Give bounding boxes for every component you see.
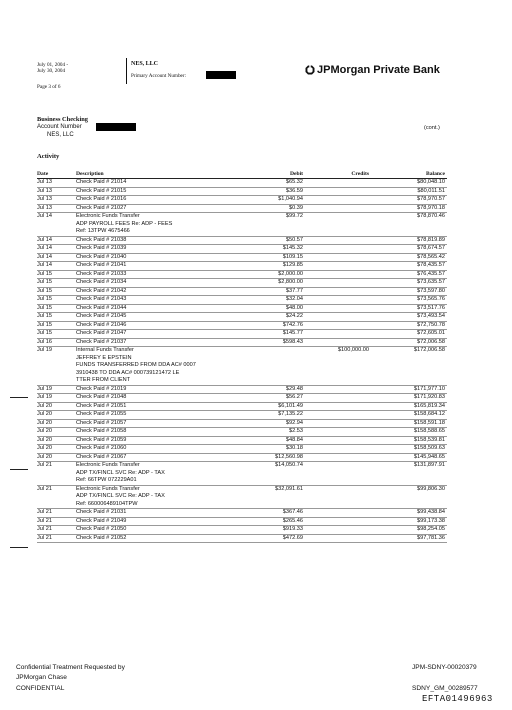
cell-balance: $78,970.18 (417, 204, 445, 211)
col-description: Description (76, 171, 104, 177)
cell-date: Jul 20 (37, 411, 52, 417)
cell-date: Jul 21 (37, 509, 52, 515)
table-row (37, 245, 447, 254)
cell-date: Jul 15 (37, 287, 52, 294)
cell-balance: $99,806.30 (417, 485, 445, 492)
continued-label: (cont.) (424, 125, 440, 131)
cell-debit: $145.77 (282, 330, 303, 336)
bates-number: EFTA01496963 (422, 694, 493, 704)
col-credits: Credits (351, 171, 369, 177)
cell-balance: $158,591.18 (413, 419, 445, 426)
cell-debit: $56.27 (285, 394, 303, 400)
cell-date: Jul 14 (37, 262, 52, 268)
table-row (37, 518, 447, 527)
cell-debit: $742.76 (282, 321, 303, 328)
cell-description: Ref: 13TPW 4675466 (76, 228, 130, 234)
table-row (37, 370, 447, 378)
cell-description: Check Paid # 21047 (76, 330, 127, 336)
cell-balance: $165,819.34 (413, 402, 445, 409)
table-row (37, 213, 447, 221)
octagon-logo-icon (305, 65, 315, 75)
cell-debit: $32,091.61 (275, 485, 303, 492)
cell-balance: $72,006.58 (417, 338, 445, 345)
footer-confidential: CONFIDENTIAL (16, 685, 65, 692)
table-row (37, 437, 447, 446)
cell-date: Jul 19 (37, 394, 52, 400)
cell-balance: $158,539.81 (413, 436, 445, 443)
cell-debit: $14,050.74 (275, 462, 303, 468)
cell-balance: $97,781.36 (417, 534, 445, 541)
cell-date: Jul 20 (37, 453, 52, 460)
cell-description: Check Paid # 21041 (76, 262, 127, 268)
statement-period (37, 62, 127, 74)
cell-balance: $76,435.57 (417, 270, 445, 277)
cell-debit: $29.48 (285, 385, 303, 392)
cell-description: Electronic Funds Transfer (76, 462, 140, 468)
cell-date: Jul 13 (37, 204, 52, 211)
cell-balance: $73,565.76 (417, 296, 445, 302)
cell-description: Check Paid # 21060 (76, 445, 127, 451)
cell-description: Check Paid # 21040 (76, 253, 127, 260)
cell-debit: $48.84 (285, 436, 303, 443)
cell-description: Check Paid # 21055 (76, 411, 127, 417)
cell-debit: $37.77 (285, 287, 303, 294)
footer-confidential-request: Confidential Treatment Requested by (16, 664, 125, 671)
table-row (37, 420, 447, 429)
footer-company: JPMorgan Chase (16, 674, 67, 681)
cell-description: ADP TX/FINCL SVC Re: ADP - TAX (76, 493, 165, 499)
cell-description: Check Paid # 21037 (76, 338, 127, 345)
cell-date: Jul 15 (37, 279, 52, 285)
table-row (37, 179, 447, 188)
bates-number: SDNY_GM_00289577 (412, 685, 478, 692)
cell-debit: $145.32 (282, 245, 303, 251)
table-row (37, 339, 447, 348)
table-row (37, 526, 447, 535)
cell-description: Check Paid # 21057 (76, 419, 127, 426)
cell-date: Jul 15 (37, 313, 52, 319)
table-row (37, 394, 447, 403)
cell-date: Jul 14 (37, 213, 52, 219)
cell-description: Check Paid # 21014 (76, 179, 127, 185)
cell-date: Jul 14 (37, 253, 52, 260)
cell-debit: $129.85 (282, 262, 303, 268)
margin-mark (10, 547, 28, 548)
cell-debit: $0.39 (289, 204, 303, 211)
cell-date: Jul 20 (37, 402, 52, 409)
cell-debit: $2,800.00 (278, 279, 303, 285)
cell-debit: $92.94 (285, 419, 303, 426)
cell-debit: $24.22 (285, 313, 303, 319)
cell-balance: $78,819.89 (417, 236, 445, 243)
bank-name: JPMorgan Private Bank (317, 64, 440, 76)
cell-description: Electronic Funds Transfer (76, 213, 140, 219)
cell-debit: $99.72 (285, 213, 303, 219)
cell-balance: $131,897.91 (413, 462, 445, 468)
cell-date: Jul 21 (37, 534, 52, 541)
cell-date: Jul 20 (37, 428, 52, 434)
table-row (37, 403, 447, 412)
cell-debit: $472.69 (282, 534, 303, 541)
table-row (37, 493, 447, 501)
col-date: Date (37, 171, 49, 177)
cell-balance: $78,435.57 (417, 262, 445, 268)
cell-description: Check Paid # 21045 (76, 313, 127, 319)
cell-description: Check Paid # 21059 (76, 436, 127, 443)
table-row (37, 205, 447, 214)
table-row (37, 462, 447, 470)
table-row (37, 501, 447, 510)
cell-description: Check Paid # 21048 (76, 394, 127, 400)
table-row (37, 535, 447, 544)
cell-description: Check Paid # 21044 (76, 304, 127, 311)
cell-debit: $2.53 (289, 428, 303, 434)
activity-heading: Activity (37, 153, 60, 160)
cell-description: Check Paid # 21042 (76, 287, 127, 294)
cell-date: Jul 15 (37, 296, 52, 302)
primary-account-label: Primary Account Number: (131, 73, 187, 79)
account-number-label: Account Number (37, 124, 82, 130)
table-row (37, 355, 447, 363)
cell-balance: $171,920.83 (413, 394, 445, 400)
cell-description: Ref: 66TPW 072229A01 (76, 477, 137, 483)
cell-balance: $172,006.58 (413, 347, 445, 353)
cell-date: Jul 15 (37, 321, 52, 328)
table-row (37, 477, 447, 486)
col-debit: Debit (289, 171, 303, 177)
table-row (37, 486, 447, 494)
cell-date: Jul 20 (37, 419, 52, 426)
cell-date: Jul 21 (37, 485, 52, 492)
cell-debit: $367.46 (282, 509, 303, 515)
cell-date: Jul 20 (37, 445, 52, 451)
cell-date: Jul 20 (37, 436, 52, 443)
table-row (37, 509, 447, 518)
cell-debit: $109.15 (282, 253, 303, 260)
table-row (37, 454, 447, 463)
cell-balance: $80,011.51 (417, 187, 445, 194)
cell-debit: $598.43 (282, 338, 303, 345)
cell-date: Jul 21 (37, 462, 52, 468)
cell-balance: $158,588.65 (413, 428, 445, 434)
cell-date: Jul 21 (37, 517, 52, 524)
cell-balance: $158,509.63 (413, 445, 445, 451)
cell-date: Jul 14 (37, 245, 52, 251)
cell-balance: $78,970.57 (417, 196, 445, 202)
cell-date: Jul 15 (37, 270, 52, 277)
cell-description: Check Paid # 21046 (76, 321, 127, 328)
table-row (37, 279, 447, 288)
redaction-box (96, 123, 136, 131)
cell-description: Electronic Funds Transfer (76, 485, 140, 492)
period-end: July 30, 2004 (37, 68, 66, 74)
cell-description: Check Paid # 21027 (76, 204, 127, 211)
table-row (37, 305, 447, 314)
cell-description: ADP PAYROLL FEES Re: ADP - FEES (76, 220, 173, 227)
cell-balance: $99,438.84 (417, 509, 445, 515)
cell-date: Jul 19 (37, 347, 52, 353)
table-row (37, 347, 447, 355)
cell-balance: $73,635.57 (417, 279, 445, 285)
cell-debit: $6,101.49 (278, 402, 303, 409)
account-holder-name: NES, LLC (47, 132, 74, 138)
bank-logo (305, 64, 440, 76)
cell-debit: $265.46 (282, 517, 303, 524)
cell-description: Check Paid # 21051 (76, 402, 127, 409)
cell-description: Ref: 660006489104TPW (76, 500, 138, 507)
cell-description: FUNDS TRANSFERRED FROM DDA AC# 0007 (76, 362, 196, 368)
cell-date: Jul 19 (37, 385, 52, 392)
table-body (37, 179, 447, 543)
cell-date: Jul 21 (37, 526, 52, 532)
cell-debit: $36.59 (285, 187, 303, 194)
table-row (37, 271, 447, 280)
margin-mark (10, 469, 28, 470)
cell-balance: $73,517.76 (417, 304, 445, 311)
cell-date: Jul 16 (37, 338, 52, 345)
cell-description: Check Paid # 21033 (76, 270, 127, 277)
cell-balance: $73,493.54 (417, 313, 445, 319)
header-divider (126, 58, 127, 84)
cell-date: Jul 14 (37, 236, 52, 243)
page-number: Page 3 of 6 (37, 84, 61, 90)
redaction-box (206, 71, 236, 79)
cell-description: Check Paid # 21052 (76, 534, 127, 541)
cell-description: Check Paid # 21015 (76, 187, 127, 194)
cell-date: Jul 15 (37, 330, 52, 336)
cell-description: JEFFREY E EPSTEIN (76, 354, 132, 361)
period-start: July 01, 2004 - (37, 62, 69, 68)
cell-balance: $72,750.78 (417, 321, 445, 328)
cell-debit: $65.32 (285, 179, 303, 185)
cell-balance: $80,048.10 (417, 179, 445, 185)
table-row (37, 254, 447, 263)
col-balance: Balance (426, 171, 445, 177)
table-row (37, 313, 447, 322)
cell-description: Check Paid # 21050 (76, 526, 127, 532)
cell-balance: $171,977.10 (413, 385, 445, 392)
table-row (37, 262, 447, 271)
cell-date: Jul 13 (37, 196, 52, 202)
cell-balance: $73,597.80 (417, 287, 445, 294)
bates-number: JPM-SDNY-00020379 (412, 664, 477, 671)
cell-balance: $78,565.42 (417, 253, 445, 260)
cell-debit: $50.57 (285, 236, 303, 243)
cell-balance: $158,684.12 (413, 411, 445, 417)
cell-description: Check Paid # 21039 (76, 245, 127, 251)
cell-credit: $100,000.00 (337, 347, 369, 353)
table-row (37, 470, 447, 478)
cell-description: Check Paid # 21058 (76, 428, 127, 434)
cell-description: TTER FROM CLIENT (76, 377, 131, 383)
cell-balance: $98,254.05 (417, 526, 445, 532)
table-row (37, 228, 447, 237)
table-row (37, 237, 447, 246)
cell-debit: $12,560.98 (275, 453, 303, 460)
cell-balance: $145,948.65 (413, 453, 445, 460)
cell-debit: $2,000.00 (278, 270, 303, 277)
cell-description: Check Paid # 21034 (76, 279, 127, 285)
cell-balance: $78,870.46 (417, 213, 445, 219)
table-row (37, 322, 447, 331)
cell-description: Internal Funds Transfer (76, 347, 134, 353)
cell-description: 3910438 TO DDA AC# 000739121472 LE (76, 369, 180, 376)
cell-description: Check Paid # 21019 (76, 385, 127, 392)
table-row (37, 221, 447, 229)
cell-balance: $78,674.57 (417, 245, 445, 251)
table-row (37, 428, 447, 437)
cell-description: Check Paid # 21067 (76, 453, 127, 460)
cell-debit: $7,135.22 (278, 411, 303, 417)
cell-balance: $99,173.38 (417, 517, 445, 524)
table-row (37, 445, 447, 454)
cell-date: Jul 15 (37, 304, 52, 311)
cell-description: Check Paid # 21043 (76, 296, 127, 302)
cell-debit: $30.18 (285, 445, 303, 451)
cell-description: Check Paid # 21031 (76, 509, 127, 515)
margin-mark (10, 397, 28, 398)
cell-description: ADP TX/FINCL SVC Re: ADP - TAX (76, 469, 165, 476)
table-row (37, 188, 447, 197)
table-row (37, 330, 447, 339)
table-row (37, 288, 447, 297)
table-row (37, 296, 447, 305)
activity-table (37, 170, 447, 543)
cell-description: Check Paid # 21016 (76, 196, 127, 202)
table-row (37, 362, 447, 370)
table-header (37, 170, 447, 179)
cell-debit: $32.04 (285, 296, 303, 302)
table-row (37, 386, 447, 395)
cell-description: Check Paid # 21038 (76, 236, 127, 243)
cell-debit: $48.00 (285, 304, 303, 311)
section-title: Business Checking (37, 116, 88, 123)
table-row (37, 196, 447, 205)
company-name: NES, LLC (131, 61, 159, 67)
table-row (37, 411, 447, 420)
cell-balance: $72,605.01 (417, 330, 445, 336)
cell-description: Check Paid # 21049 (76, 517, 127, 524)
cell-debit: $1,040.94 (278, 196, 303, 202)
cell-date: Jul 13 (37, 179, 52, 185)
cell-date: Jul 13 (37, 187, 52, 194)
cell-debit: $919.33 (282, 526, 303, 532)
table-row (37, 377, 447, 386)
